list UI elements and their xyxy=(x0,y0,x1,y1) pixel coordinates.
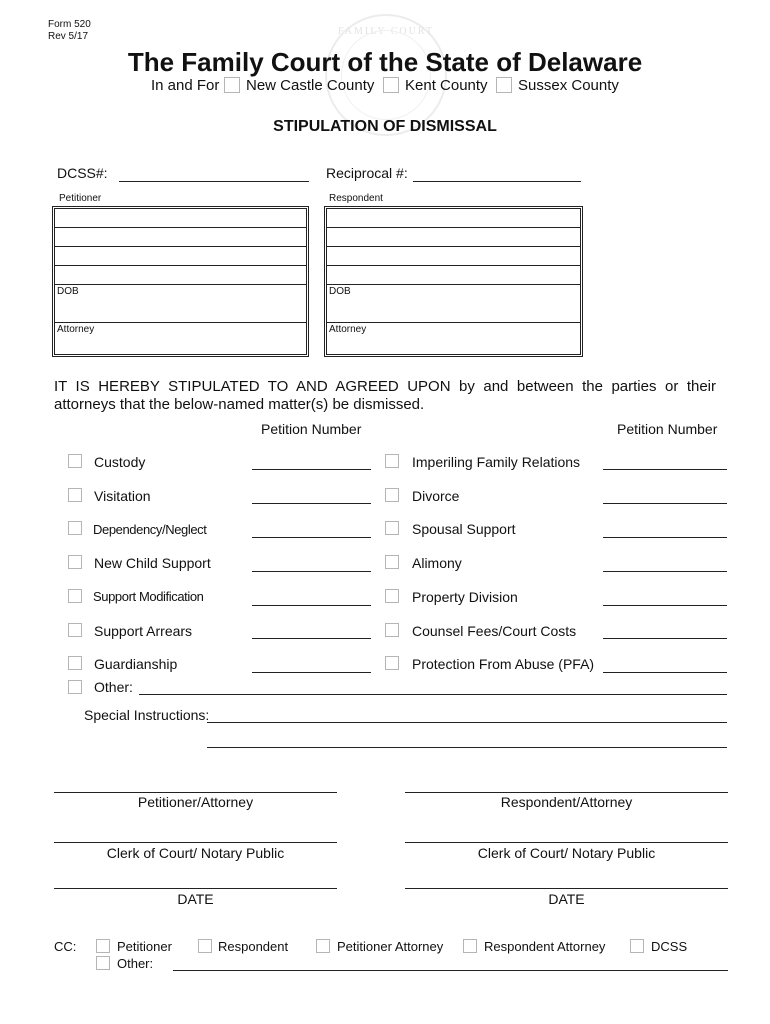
document-title: STIPULATION OF DISMISSAL xyxy=(273,118,497,135)
respondent-heading: Respondent xyxy=(329,193,383,204)
respondent-name-field[interactable] xyxy=(327,209,580,228)
dependency-neglect-label: Dependency/Neglect xyxy=(93,522,207,537)
dependency-neglect-checkbox[interactable] xyxy=(68,521,82,535)
dcss-label: DCSS#: xyxy=(57,165,108,181)
seal-text: FAMILY COURT xyxy=(337,26,434,37)
alimony-petition-number-field[interactable] xyxy=(603,571,727,572)
visitation-label: Visitation xyxy=(94,488,151,504)
respondent-attorney-label: Respondent/Attorney xyxy=(500,794,633,810)
support-arrears-label: Support Arrears xyxy=(94,623,193,639)
petitioner-box xyxy=(52,206,309,357)
support-modification-label: Support Modification xyxy=(93,589,204,604)
clerk-right-label: Clerk of Court/ Notary Public xyxy=(477,845,656,861)
respondent-address-line-1[interactable] xyxy=(327,228,580,247)
cc-respondent-checkbox[interactable] xyxy=(198,939,212,953)
court-title: The Family Court of the State of Delaware xyxy=(127,47,643,77)
spousal-support-petition-number-field[interactable] xyxy=(603,537,727,538)
kent-county-checkbox[interactable] xyxy=(383,77,399,93)
date-right-label: DATE xyxy=(548,891,585,907)
petitioner-attorney-label: Petitioner/Attorney xyxy=(137,794,254,810)
cc-petitioner-attorney-checkbox[interactable] xyxy=(316,939,330,953)
clerk-left-signature-line[interactable] xyxy=(54,842,337,843)
new-castle-county-label: New Castle County xyxy=(246,77,375,94)
respondent-attorney-field[interactable] xyxy=(327,323,580,360)
visitation-petition-number-field[interactable] xyxy=(252,503,371,504)
petitioner-heading: Petitioner xyxy=(59,193,102,204)
sussex-county-label: Sussex County xyxy=(518,77,619,94)
petition-number-header-right: Petition Number xyxy=(617,421,718,437)
dcss-field[interactable] xyxy=(119,181,309,182)
support-modification-checkbox[interactable] xyxy=(68,589,82,603)
respondent-attorney-signature-line[interactable] xyxy=(405,792,728,793)
custody-label: Custody xyxy=(94,454,146,470)
cc-dcss-checkbox[interactable] xyxy=(630,939,644,953)
alimony-label: Alimony xyxy=(412,555,462,571)
date-left-label: DATE xyxy=(177,891,214,907)
reciprocal-field[interactable] xyxy=(413,181,581,182)
respondent-box xyxy=(324,206,583,357)
other-matter-field[interactable] xyxy=(139,694,727,695)
divorce-checkbox[interactable] xyxy=(385,488,399,502)
custody-checkbox[interactable] xyxy=(68,454,82,468)
property-division-petition-number-field[interactable] xyxy=(603,605,727,606)
respondent-attorney-label: Attorney xyxy=(329,324,367,335)
respondent-address-line-3[interactable] xyxy=(327,266,580,285)
respondent-dob-label: DOB xyxy=(329,286,351,297)
special-instructions-label: Special Instructions: xyxy=(84,707,210,723)
date-left-line[interactable] xyxy=(54,888,337,889)
form-number: Form 520 xyxy=(48,19,91,30)
petitioner-dob-field[interactable] xyxy=(55,285,306,323)
imperiling-family-relations-petition-number-field[interactable] xyxy=(603,469,727,470)
cc-label: CC: xyxy=(54,939,77,954)
divorce-petition-number-field[interactable] xyxy=(603,503,727,504)
spousal-support-checkbox[interactable] xyxy=(385,521,399,535)
imperiling-family-relations-label: Imperiling Family Relations xyxy=(412,454,581,470)
petitioner-dob-label: DOB xyxy=(57,286,79,297)
respondent-address-line-2[interactable] xyxy=(327,247,580,266)
petitioner-name-field[interactable] xyxy=(55,209,306,228)
cc-dcss-label: DCSS xyxy=(651,939,688,954)
counsel-fees-petition-number-field[interactable] xyxy=(603,638,727,639)
cc-other-field[interactable] xyxy=(173,970,728,971)
pfa-checkbox[interactable] xyxy=(385,656,399,670)
pfa-petition-number-field[interactable] xyxy=(603,672,727,673)
reciprocal-label: Reciprocal #: xyxy=(326,165,408,181)
petitioner-attorney-label: Attorney xyxy=(57,324,95,335)
kent-county-label: Kent County xyxy=(405,77,488,94)
new-child-support-checkbox[interactable] xyxy=(68,555,82,569)
custody-petition-number-field[interactable] xyxy=(252,469,371,470)
special-instructions-line-1[interactable] xyxy=(207,722,727,723)
support-arrears-checkbox[interactable] xyxy=(68,623,82,637)
other-matter-label: Other: xyxy=(94,679,133,695)
clerk-right-signature-line[interactable] xyxy=(405,842,728,843)
visitation-checkbox[interactable] xyxy=(68,488,82,502)
petitioner-address-line-3[interactable] xyxy=(55,266,306,285)
guardianship-label: Guardianship xyxy=(94,656,178,672)
cc-other-checkbox[interactable] xyxy=(96,956,110,970)
date-right-line[interactable] xyxy=(405,888,728,889)
property-division-checkbox[interactable] xyxy=(385,589,399,603)
support-modification-petition-number-field[interactable] xyxy=(252,605,371,606)
cc-respondent-attorney-label: Respondent Attorney xyxy=(484,939,606,954)
cc-petitioner-label: Petitioner xyxy=(117,939,172,954)
pfa-label: Protection From Abuse (PFA) xyxy=(412,656,595,672)
petition-number-header-left: Petition Number xyxy=(261,421,362,437)
special-instructions-line-2[interactable] xyxy=(207,747,727,748)
stipulation-text: IT IS HEREBY STIPULATED TO AND AGREED UPON by and between the parties or their attorneys that the below-named matter(s) be dismissed. xyxy=(54,378,716,413)
other-matter-checkbox[interactable] xyxy=(68,680,82,694)
sussex-county-checkbox[interactable] xyxy=(496,77,512,93)
petitioner-attorney-field[interactable] xyxy=(55,323,306,360)
divorce-label: Divorce xyxy=(412,488,460,504)
cc-respondent-label: Respondent xyxy=(218,939,289,954)
imperiling-family-relations-checkbox[interactable] xyxy=(385,454,399,468)
cc-respondent-attorney-checkbox[interactable] xyxy=(463,939,477,953)
cc-petitioner-attorney-label: Petitioner Attorney xyxy=(337,939,444,954)
new-castle-county-checkbox[interactable] xyxy=(224,77,240,93)
form-revision: Rev 5/17 xyxy=(48,31,89,42)
counsel-fees-label: Counsel Fees/Court Costs xyxy=(412,623,577,639)
guardianship-petition-number-field[interactable] xyxy=(252,672,371,673)
dependency-neglect-petition-number-field[interactable] xyxy=(252,537,371,538)
respondent-dob-field[interactable] xyxy=(327,285,580,323)
support-arrears-petition-number-field[interactable] xyxy=(252,638,371,639)
petitioner-address-line-1[interactable] xyxy=(55,228,306,247)
guardianship-checkbox[interactable] xyxy=(68,656,82,670)
petitioner-address-line-2[interactable] xyxy=(55,247,306,266)
in-and-for-label: In and For xyxy=(151,77,220,94)
cc-petitioner-checkbox[interactable] xyxy=(96,939,110,953)
new-child-support-label: New Child Support xyxy=(94,555,211,571)
clerk-left-label: Clerk of Court/ Notary Public xyxy=(106,845,285,861)
property-division-label: Property Division xyxy=(412,589,518,605)
petitioner-attorney-signature-line[interactable] xyxy=(54,792,337,793)
alimony-checkbox[interactable] xyxy=(385,555,399,569)
spousal-support-label: Spousal Support xyxy=(412,521,516,537)
counsel-fees-checkbox[interactable] xyxy=(385,623,399,637)
new-child-support-petition-number-field[interactable] xyxy=(252,571,371,572)
cc-other-label: Other: xyxy=(117,956,154,971)
